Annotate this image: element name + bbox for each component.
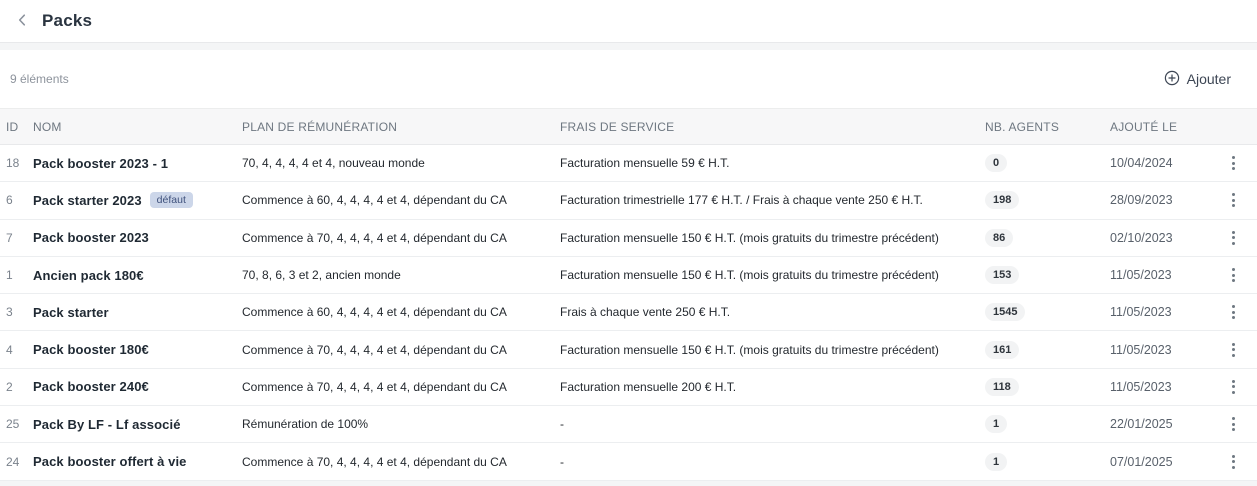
- service-fees: Facturation mensuelle 150 € H.T. (mois gratuits du trimestre précédent): [560, 268, 939, 283]
- row-menu-button[interactable]: [1221, 450, 1245, 474]
- service-fees: Facturation mensuelle 200 € H.T.: [560, 379, 737, 394]
- row-name-cell: [33, 230, 242, 245]
- row-name-cell: [33, 305, 242, 320]
- table-header-row: [0, 108, 1257, 145]
- added-date: 11/05/2023: [1110, 268, 1172, 283]
- row-name-cell: [33, 454, 242, 469]
- table-row[interactable]: [0, 406, 1257, 443]
- kebab-icon: [1232, 455, 1235, 469]
- row-menu-button[interactable]: [1221, 338, 1245, 362]
- row-actions-cell: [1213, 151, 1245, 175]
- row-name-cell: [33, 379, 242, 394]
- agents-count-badge: 86: [985, 229, 1013, 247]
- service-fees: Facturation mensuelle 150 € H.T. (mois gratuits du trimestre précédent): [560, 342, 939, 357]
- added-date: 07/01/2025: [1110, 454, 1173, 469]
- add-button-label: Ajouter: [1186, 71, 1231, 87]
- service-fees: -: [560, 417, 564, 432]
- row-id: 25: [6, 417, 20, 432]
- table-body: [0, 145, 1257, 481]
- row-id: 3: [6, 305, 13, 320]
- kebab-icon: [1232, 417, 1235, 431]
- agents-count-badge: 0: [985, 154, 1007, 172]
- list-toolbar: [0, 50, 1257, 108]
- chevron-left-icon: [18, 14, 26, 29]
- agents-cell: [985, 303, 1110, 321]
- row-actions-cell: [1213, 375, 1245, 399]
- table-row[interactable]: [0, 443, 1257, 480]
- agents-cell: [985, 378, 1110, 396]
- table-row[interactable]: [0, 257, 1257, 294]
- remuneration-plan: Rémunération de 100%: [242, 417, 369, 432]
- table-row[interactable]: [0, 182, 1257, 219]
- row-menu-button[interactable]: [1221, 412, 1245, 436]
- added-date: 11/05/2023: [1110, 342, 1172, 357]
- remuneration-plan: Commence à 70, 4, 4, 4, 4 et 4, dépendant du CA: [242, 379, 507, 394]
- row-name-cell: [33, 192, 242, 208]
- kebab-icon: [1232, 305, 1235, 319]
- column-header-nom: NOM: [33, 119, 62, 134]
- row-id: 4: [6, 342, 13, 357]
- added-date: 10/04/2024: [1110, 156, 1173, 171]
- row-name-cell: [33, 156, 242, 171]
- kebab-icon: [1232, 268, 1235, 282]
- row-actions-cell: [1213, 300, 1245, 324]
- agents-cell: [985, 266, 1110, 284]
- column-header-date: AJOUTÉ LE: [1110, 119, 1178, 134]
- pack-name: Pack booster 240€: [33, 379, 149, 395]
- column-header-frais: FRAIS DE SERVICE: [560, 119, 675, 134]
- service-fees: Frais à chaque vente 250 € H.T.: [560, 305, 731, 320]
- agents-cell: [985, 415, 1110, 433]
- add-button[interactable]: [1164, 70, 1231, 89]
- row-name-cell: [33, 268, 242, 283]
- pack-name: Pack By LF - Lf associé: [33, 416, 181, 432]
- plus-circle-icon: [1164, 70, 1180, 89]
- pack-name: Pack booster 2023: [33, 230, 149, 246]
- agents-cell: [985, 229, 1110, 247]
- row-id: 6: [6, 193, 13, 208]
- pack-name: Ancien pack 180€: [33, 267, 144, 283]
- agents-count-badge: 1545: [985, 303, 1025, 321]
- row-name-cell: [33, 342, 242, 357]
- back-button[interactable]: [12, 11, 32, 31]
- table-row[interactable]: [0, 369, 1257, 406]
- row-menu-button[interactable]: [1221, 151, 1245, 175]
- row-menu-button[interactable]: [1221, 300, 1245, 324]
- kebab-icon: [1232, 156, 1235, 170]
- service-fees: -: [560, 454, 564, 469]
- row-actions-cell: [1213, 450, 1245, 474]
- column-header-id: ID: [6, 119, 19, 134]
- agents-cell: [985, 154, 1110, 172]
- kebab-icon: [1232, 193, 1235, 207]
- service-fees: Facturation mensuelle 59 € H.T.: [560, 156, 730, 171]
- pack-name: Pack booster 180€: [33, 342, 149, 358]
- kebab-icon: [1232, 231, 1235, 245]
- row-menu-button[interactable]: [1221, 226, 1245, 250]
- pack-name: Pack booster offert à vie: [33, 454, 187, 470]
- table-row[interactable]: [0, 145, 1257, 182]
- kebab-icon: [1232, 380, 1235, 394]
- row-id: 18: [6, 156, 20, 171]
- added-date: 11/05/2023: [1110, 305, 1172, 320]
- row-actions-cell: [1213, 226, 1245, 250]
- row-name-cell: [33, 417, 242, 432]
- added-date: 22/01/2025: [1110, 417, 1173, 432]
- agents-count-badge: 198: [985, 191, 1019, 209]
- added-date: 11/05/2023: [1110, 379, 1172, 394]
- pack-name: Pack booster 2023 - 1: [33, 155, 169, 171]
- row-id: 2: [6, 379, 13, 394]
- agents-count-badge: 153: [985, 266, 1019, 284]
- kebab-icon: [1232, 343, 1235, 357]
- remuneration-plan: Commence à 70, 4, 4, 4, 4 et 4, dépendant du CA: [242, 230, 507, 245]
- page-title: Packs: [42, 11, 93, 30]
- table-row[interactable]: [0, 294, 1257, 331]
- row-id: 7: [6, 230, 13, 245]
- row-actions-cell: [1213, 188, 1245, 212]
- added-date: 02/10/2023: [1110, 230, 1173, 245]
- pack-name: Pack starter: [33, 304, 109, 320]
- pack-name: Pack starter 2023: [33, 192, 142, 208]
- remuneration-plan: Commence à 70, 4, 4, 4, 4 et 4, dépendant du CA: [242, 454, 507, 469]
- service-fees: Facturation mensuelle 150 € H.T. (mois gratuits du trimestre précédent): [560, 230, 939, 245]
- row-actions-cell: [1213, 338, 1245, 362]
- added-date: 28/09/2023: [1110, 193, 1173, 208]
- remuneration-plan: Commence à 60, 4, 4, 4, 4 et 4, dépendant du CA: [242, 305, 507, 320]
- remuneration-plan: 70, 4, 4, 4, 4 et 4, nouveau monde: [242, 156, 425, 171]
- items-count: 9 éléments: [10, 72, 69, 86]
- row-menu-button[interactable]: [1221, 263, 1245, 287]
- agents-cell: [985, 341, 1110, 359]
- column-header-plan: PLAN DE RÉMUNÉRATION: [242, 119, 398, 134]
- row-actions-cell: [1213, 412, 1245, 436]
- agents-count-badge: 1: [985, 415, 1007, 433]
- row-menu-button[interactable]: [1221, 375, 1245, 399]
- agents-count-badge: 161: [985, 341, 1019, 359]
- packs-card: [0, 50, 1257, 481]
- agents-cell: [985, 191, 1110, 209]
- row-actions-cell: [1213, 263, 1245, 287]
- agents-count-badge: 1: [985, 453, 1007, 471]
- row-menu-button[interactable]: [1221, 188, 1245, 212]
- table-row[interactable]: [0, 331, 1257, 368]
- page-header: [0, 0, 1257, 43]
- agents-cell: [985, 453, 1110, 471]
- table-row[interactable]: [0, 220, 1257, 257]
- remuneration-plan: 70, 8, 6, 3 et 2, ancien monde: [242, 268, 401, 283]
- service-fees: Facturation trimestrielle 177 € H.T. / Frais à chaque vente 250 € H.T.: [560, 193, 923, 208]
- row-id: 24: [6, 454, 20, 469]
- row-id: 1: [6, 268, 13, 283]
- remuneration-plan: Commence à 70, 4, 4, 4, 4 et 4, dépendant du CA: [242, 342, 507, 357]
- default-badge: défaut: [150, 192, 193, 208]
- column-header-agents: NB. AGENTS: [985, 119, 1060, 134]
- agents-count-badge: 118: [985, 378, 1019, 396]
- remuneration-plan: Commence à 60, 4, 4, 4, 4 et 4, dépendant du CA: [242, 193, 507, 208]
- packs-table: [0, 108, 1257, 481]
